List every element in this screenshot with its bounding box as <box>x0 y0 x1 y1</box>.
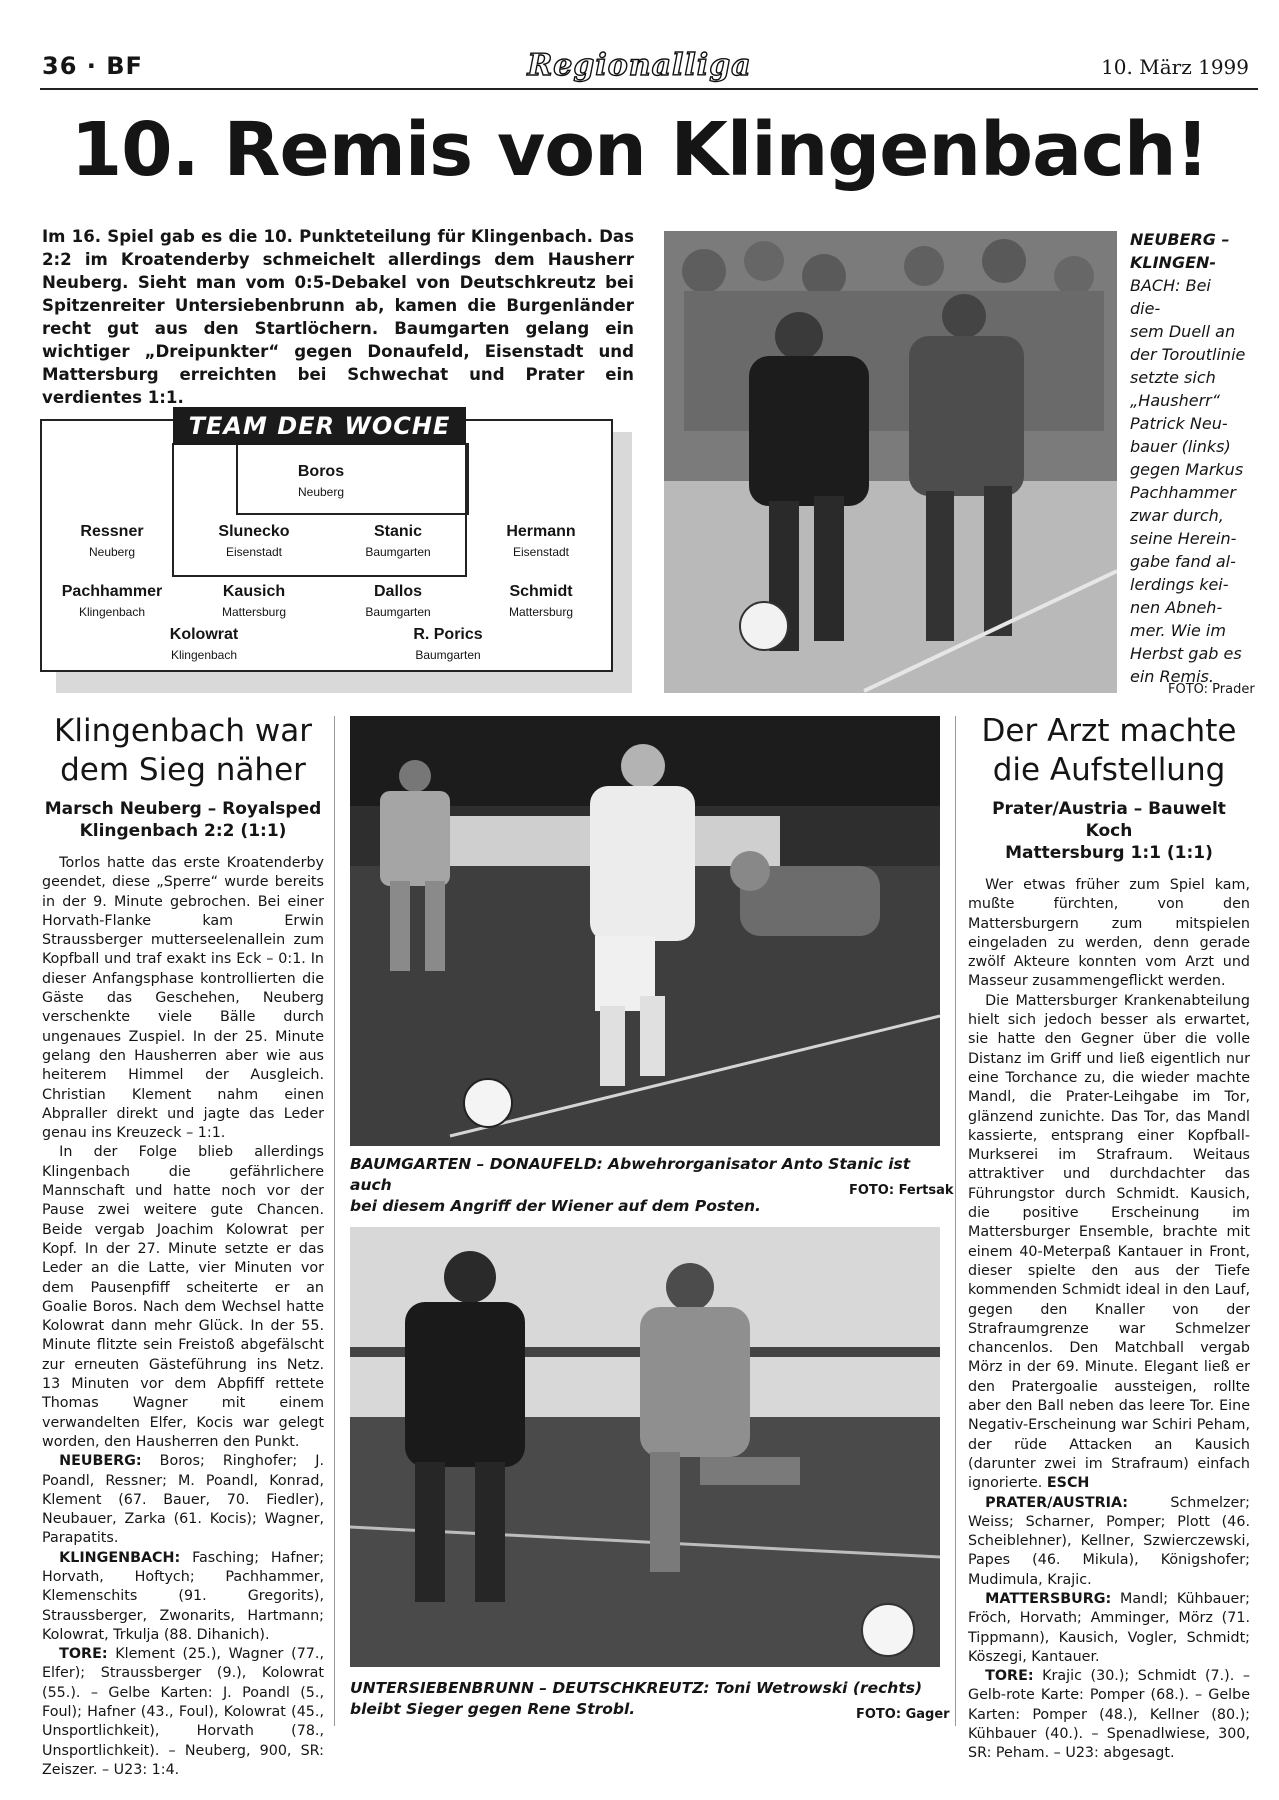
player-name: Ressner <box>80 523 144 540</box>
right-article <box>968 712 1250 1764</box>
team-inner-top <box>236 513 469 515</box>
team-of-week-title: TEAM DER WOCHE <box>173 407 466 445</box>
player-club: Eisenstadt <box>512 545 570 559</box>
right-article-subtitle: Mattersburg 1:1 (1:1) <box>1005 843 1213 863</box>
caption-line: bei diesem Angriff der Wiener auf dem Posten. <box>350 1197 761 1215</box>
left-article-subtitle: Klingenbach 2:2 (1:1) <box>79 821 287 841</box>
team-player <box>231 463 411 499</box>
paragraph: Torlos hatte das erste Kroatenderby geendet, diese „Sperre“ wurde bereits in der 9. Minute gebrochen. Bei einer Horvath-Flanke kam Erwin Straussberger mutterseelenallein zum Kopfball und traf exakt ins Eck – 0:1. In dieser Anfangsphase kontrollierten die Gäste das Geschehen, Neuberg verschenkte viele Bälle durch ungenaues Zuspiel. In der 25. Minute gelang den Hausherren aber wie aus heiterem Himmel der Ausgleich. Christian Klement nahm einen Abpraller direkt und jagte das Leder genau ins Kreuzeck – 1:1. <box>42 855 324 1142</box>
player-club: Eisenstadt <box>225 545 283 559</box>
lineup-label: MATTERSBURG: <box>985 1590 1112 1607</box>
soccer-photo-icon <box>664 231 1117 693</box>
soccer-photo-icon <box>350 716 940 1146</box>
caption-line: gabe fand al- <box>1130 552 1236 571</box>
caption-line: KLINGEN- <box>1130 253 1217 272</box>
lineup-text: Fasching; Hafner; Horvath, Hoftych; Pachhammer, Klemenschits (91. Gregorits), Straussberger, Zwonarits, Hartmann; Kolowrat, Trkulja (88. Dihanich). <box>42 1549 325 1643</box>
caption-line: lerdings kei- <box>1130 575 1229 594</box>
bottom-photo-caption <box>350 1678 940 1720</box>
column-divider <box>955 716 956 1726</box>
player-name: Dallos <box>373 583 422 600</box>
player-name: Kolowrat <box>169 626 239 643</box>
player-club: Baumgarten <box>415 648 481 662</box>
left-article-title-line: dem Sieg näher <box>60 752 306 788</box>
bottom-photo <box>350 1227 940 1667</box>
lineup-label: NEUBERG: <box>59 1453 142 1470</box>
caption-line: ein Remis. <box>1130 667 1214 686</box>
player-name: Stanic <box>373 523 422 540</box>
left-article-subtitle: Marsch Neuberg – Royalsped <box>44 799 322 819</box>
left-article <box>42 712 324 1780</box>
team-player <box>358 626 538 662</box>
player-name: Schmidt <box>509 583 573 600</box>
caption-line: Pachhammer <box>1130 483 1236 502</box>
player-club: Mattersburg <box>508 605 574 619</box>
player-name: Boros <box>297 463 345 480</box>
left-article-title-line: Klingenbach war <box>54 713 312 749</box>
caption-line: setzte sich <box>1130 368 1216 387</box>
caption-line: sem Duell an <box>1130 322 1236 341</box>
left-article-body <box>42 854 324 1780</box>
team-player <box>451 523 631 559</box>
goals-text: Klement (25.), Wagner (77., Elfer); Straussberger (9.), Kolowrat (55.). – Gelbe Karten: J. Poandl (5., Foul); Hafner (43., Foul), Kolowrat (45., Unsportlichkeit), Horvath (78., Unsportlichkeit). – Neuberg, 900, SR: Zeiszer. – U23: 1:4. <box>42 1646 324 1778</box>
caption-line: UNTERSIEBENBRUNN – DEUTSCHKREUTZ: Toni Wetrowski (rechts) <box>350 1679 923 1697</box>
photo-credit: FOTO: Gager <box>856 1707 950 1722</box>
lineup-text: Boros; Ringhofer; J. Poandl, Ressner; M. Poandl, Konrad, Klement (67. Bauer, 70. Fiedler), Neubauer, Zarka (61. Kocis); Wagner, Parapatits. <box>42 1453 325 1547</box>
player-club: Baumgarten <box>365 545 431 559</box>
photo-credit: FOTO: Prader <box>1168 682 1255 697</box>
right-article-title-line: die Aufstellung <box>992 752 1226 788</box>
paragraph: In der Folge blieb allerdings Klingenbach die gefährlichere Mannschaft und hatte noch vor der Pause zwei weitere gute Chancen. Beide vergab Joachim Kolowrat per Kopf. In der 27. Minute setzte er das Leder an die Latte, vier Minuten vor dem Pausenpfiff scheiterte er an Goalie Boros. Nach dem Wechsel hatte Kolowrat dann mehr Glück. In der 55. Minute flitzte sein Freistoß abgefälscht zur erneuten Gästeführung ins Netz. 13 Minuten vor dem Abpfiff rettete Thomas Wagner mit einem verwandelten Elfer, Kocis war gelegt worden, den Hausherren den Punkt. <box>42 1144 324 1450</box>
soccer-photo-icon <box>350 1227 940 1667</box>
caption-line: bleibt Sieger gegen Rene Strobl. <box>350 1700 636 1718</box>
player-club: Baumgarten <box>365 605 431 619</box>
team-player <box>114 626 294 662</box>
player-club: Mattersburg <box>221 605 287 619</box>
author-initials: ESCH <box>1046 1475 1090 1492</box>
caption-line: „Hausherr“ <box>1130 391 1221 410</box>
caption-line: BACH: Bei die- <box>1130 276 1211 318</box>
goals-text: Krajic (30.); Schmidt (7.). – Gelb-rote Karte: Pomper (68.). – Gelbe Karten: Pomper (48.), Kellner (80.); Kühbauer (40.). – Spenadlwiese, 300, SR: Peham. – U23: abgesagt. <box>968 1668 1251 1762</box>
photo-credit: FOTO: Fertsak <box>849 1183 954 1198</box>
lineup-text: Schmelzer; Weiss; Scharner, Pomper; Plott (46. Scheiblehner), Kellner, Szwierczewski, Papes (46. Mikula), Königshofer; Mudimula, Krajic. <box>968 1494 1250 1588</box>
lineup-label: KLINGENBACH: <box>59 1549 181 1566</box>
caption-line: gegen Markus <box>1130 460 1244 479</box>
goals-label: TORE: <box>985 1668 1034 1685</box>
player-club: Neuberg <box>88 545 136 559</box>
top-photo-caption <box>1130 228 1246 688</box>
player-name: R. Porics <box>413 626 483 643</box>
caption-line: nen Abneh- <box>1130 598 1223 617</box>
player-name: Hermann <box>506 523 576 540</box>
column-divider <box>334 716 335 1726</box>
lineup-text: Mandl; Kühbauer; Fröch, Horvath; Amminger, Mörz (71. Tippmann), Kausich, Vogler, Schmidt; Köszegi, Kantauer. <box>968 1590 1250 1665</box>
caption-line: der Toroutlinie <box>1130 345 1246 364</box>
right-article-body <box>968 876 1250 1764</box>
player-name: Kausich <box>222 583 286 600</box>
player-club: Neuberg <box>297 485 345 499</box>
caption-line: seine Herein- <box>1130 529 1237 548</box>
page-number: 36 · BF <box>42 52 143 80</box>
caption-line: Herbst gab es <box>1130 644 1242 663</box>
caption-line: Patrick Neu- <box>1130 414 1228 433</box>
intro-paragraph: Im 16. Spiel gab es die 10. Punkteteilung für Klingenbach. Das 2:2 im Kroatenderby schmeichelt allerdings dem Hausherr Neuberg. Sieht man vom 0:5-Debakel von Deutschkreutz bei Spitzenreiter Untersiebenbrunn ab, kamen die Burgenländer recht gut aus den Startlöchern. Baumgarten gelang ein wichtiger „Dreipunkter“ gegen Donaufeld, Eisenstadt und Mattersburg erreichten bei Schwechat und Prater ein verdientes 1:1. <box>42 227 634 407</box>
team-inner-mid <box>172 575 467 577</box>
main-headline: 10. Remis von Klingenbach! <box>70 107 1209 193</box>
issue-date: 10. März 1999 <box>1101 55 1249 79</box>
lineup-label: PRATER/AUSTRIA: <box>985 1494 1129 1511</box>
caption-line: bauer (links) <box>1130 437 1231 456</box>
player-club: Klingenbach <box>78 605 146 619</box>
team-player <box>451 583 631 619</box>
top-photo <box>664 231 1117 693</box>
middle-photo <box>350 716 940 1146</box>
paragraph: Die Mattersburger Krankenabteilung hielt sich jedoch besser als erwartet, sie hatte den Gegner über die volle Distanz im Griff und ließ eigentlich nur eine Torchance zu, die wieder machte Mandl, die Prater-Leihgabe im Tor, glänzend zunichte. Das Tor, das Mandl kassierte, entsprang einer Kopfball-Murkserei im Strafraum. Weitaus attraktiver und durchdachter das Führungstor durch Schmidt. Kausich, die positive Erscheinung im Mattersburger Ensemble, brachte mit einem 40-Meterpaß Kantauer in Front, dieser spielte den aus der Tiefe kommenden Schmidt ideal in den Lauf, gegen den Knaller von der Strafraumgrenze war Schmelzer chancenlos. Den Matchball vergab Mörz in der 69. Minute. Elegant ließ er den Pratergoalie aussteigen, rollte aber den Ball neben das leere Tor. Eine Negativ-Erscheinung war Schiri Peham, der rüde Attacken an Kausich (darunter zwei im Strafraum) einfach ignorierte. <box>968 992 1250 1492</box>
caption-line: BAUMGARTEN – DONAUFELD: Abwehrorganisator Anto Stanic ist auch <box>350 1155 911 1194</box>
caption-line: zwar durch, <box>1130 506 1224 525</box>
team-inner-top <box>467 443 469 515</box>
goals-label: TORE: <box>59 1646 108 1663</box>
paragraph: Wer etwas früher zum Spiel kam, mußte fürchten, von den Mattersburgern zum mitspielen eingeladen zu werden, denn gerade zwölf Akteure konnten vom Arzt und Masseur zusammengeflickt werden. <box>968 877 1250 990</box>
player-name: Pachhammer <box>61 583 163 600</box>
caption-line: mer. Wie im <box>1130 621 1226 640</box>
section-title: Regionalliga <box>527 48 752 83</box>
player-club: Klingenbach <box>170 648 238 662</box>
right-article-title-line: Der Arzt machte <box>981 713 1237 749</box>
header-rule <box>40 88 1258 90</box>
player-name: Slunecko <box>218 523 290 540</box>
right-article-subtitle: Prater/Austria – Bauwelt Koch <box>992 799 1226 841</box>
caption-line: NEUBERG – <box>1130 230 1230 249</box>
